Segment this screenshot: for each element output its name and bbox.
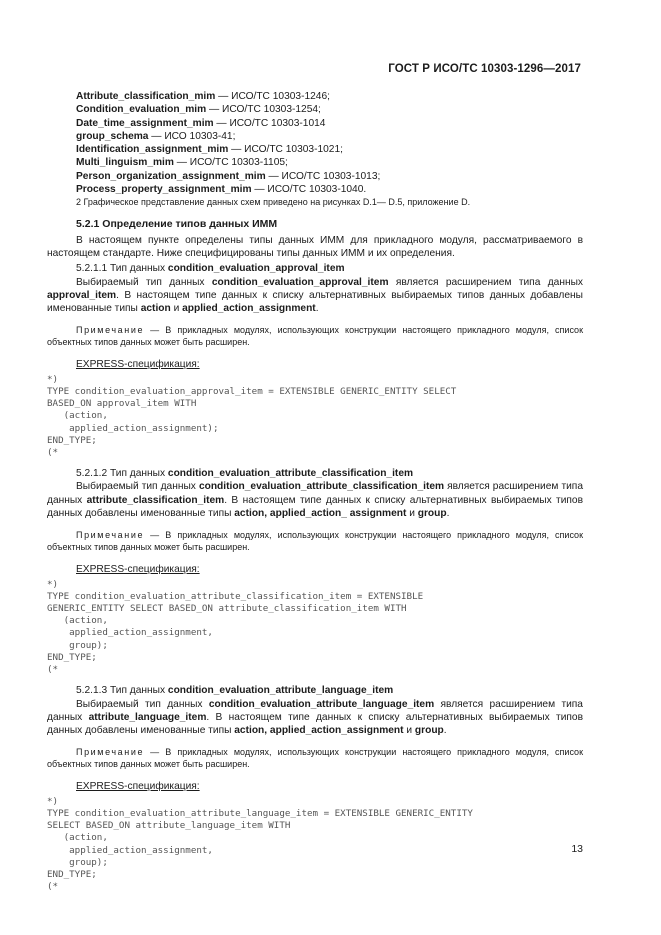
section-title: 5.2.1 Определение типов данных ИММ (76, 218, 278, 231)
subsection-heading: 5.2.1.1 Тип данных condition_evaluation_approval_item (76, 263, 345, 275)
subsection-text: Выбираемый тип данных condition_evaluation_attribute_language_item является расширением типа данных attribute_language_item. В настоящем типе данных к списку альтернативных выбираемых типов данных добавлены именованные типы action, applied_action_assignment и group. (47, 698, 583, 737)
note: Примечание — В прикладных модулях, использующих конструкции настоящего прикладного модуля, список объектных типов данных может быть расширен. (47, 747, 583, 770)
note: Примечание — В прикладных модулях, использующих конструкции настоящего прикладного модуля, список объектных типов данных может быть расширен. (47, 530, 583, 553)
express-code-block: *) TYPE condition_evaluation_attribute_classification_item = EXTENSIBLE GENERIC_ENTITY SELECT BASED_ON attribute_classification_item WITH (action, applied_action_assignment, group); END_TYPE; (* (47, 578, 424, 676)
list-item: Identification_assignment_mim — ИСО/ТС 10303-1021; (76, 144, 343, 156)
schema-reference-list (47, 90, 583, 196)
list-item: Multi_linguism_mim — ИСО/ТС 10303-1105; (76, 157, 288, 169)
subsection-heading: 5.2.1.3 Тип данных condition_evaluation_attribute_language_item (76, 685, 394, 697)
note: Примечание — В прикладных модулях, использующих конструкции настоящего прикладного модуля, список объектных типов данных может быть расширен. (47, 325, 583, 348)
list-item: group_schema — ИСО 10303-41; (76, 130, 236, 142)
subsection-text: Выбираемый тип данных condition_evaluation_attribute_classification_item является расширением типа данных attribute_classification_item. В настоящем типе данных к списку альтернативных выбираемых типов данных добавлены именованные типы action, applied_action_ assignment и group. (47, 481, 583, 520)
express-code-block: *) TYPE condition_evaluation_attribute_language_item = EXTENSIBLE GENERIC_ENTITY SELECT BASED_ON attribute_language_item WITH (action, applied_action_assignment, group); END_TYPE; (* (47, 795, 473, 893)
footnote: 2 Графическое представление данных схем приведено на рисунках D.1— D.5, приложение D. (76, 197, 471, 208)
list-item: Condition_evaluation_mim — ИСО/ТС 10303-1254; (76, 104, 321, 116)
list-item: Date_time_assignment_mim — ИСО/ТС 10303-1014 (76, 117, 326, 129)
subsection-text: Выбираемый тип данных condition_evaluation_approval_item является расширением типа данных approval_item. В настоящем типе данных к списку альтернативных выбираемых типов данных добавлены именованные типы action и applied_action_assignment. (47, 276, 583, 315)
express-code-block: *) TYPE condition_evaluation_approval_item = EXTENSIBLE GENERIC_ENTITY SELECT BASED_ON approval_item WITH (action, applied_action_assignment); END_TYPE; (* (47, 373, 457, 458)
subsection-heading: 5.2.1.2 Тип данных condition_evaluation_attribute_classification_item (76, 468, 414, 480)
list-item: Person_organization_assignment_mim — ИСО/ТС 10303-1013; (76, 170, 381, 182)
express-spec-label: EXPRESS-спецификация: (76, 564, 200, 576)
standard-header: ГОСТ Р ИСО/ТС 10303-1296—2017 (388, 63, 581, 75)
express-spec-label: EXPRESS-спецификация: (76, 359, 200, 371)
list-item: Process_property_assignment_mim — ИСО/ТС 10303-1040. (76, 184, 367, 196)
page-number: 13 (571, 843, 583, 855)
section-intro: В настоящем пункте определены типы данных ИММ для прикладного модуля, рассматриваемого в настоящем стандарте. Ниже специфицированы типы данных ИММ и их определения. (47, 234, 583, 259)
express-spec-label: EXPRESS-спецификация: (76, 781, 200, 793)
page-content (47, 90, 583, 893)
list-item: Attribute_classification_mim — ИСО/ТС 10303-1246; (76, 91, 330, 102)
